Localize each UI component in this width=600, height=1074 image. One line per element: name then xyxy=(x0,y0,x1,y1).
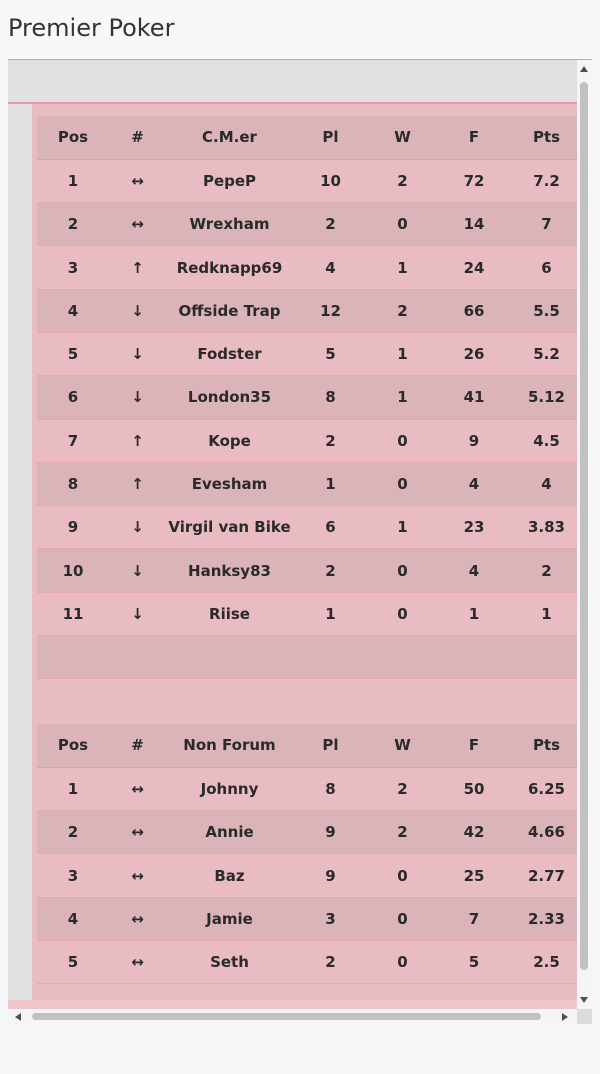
scroll-down-arrow-icon[interactable] xyxy=(580,997,588,1003)
table-row xyxy=(37,376,582,419)
cell-movement: ↔ xyxy=(109,897,166,940)
scroll-left-arrow-icon[interactable] xyxy=(15,1013,21,1021)
cell-played: 4 xyxy=(293,246,368,289)
embedded-frame xyxy=(8,59,592,1024)
table-row xyxy=(37,592,582,635)
cell-played: 1 xyxy=(293,592,368,635)
cell-player: Seth xyxy=(166,940,293,983)
column-header-player: C.M.er xyxy=(166,116,293,159)
cell-won: 0 xyxy=(368,203,437,246)
column-header-pos: Pos xyxy=(37,724,109,767)
table-row xyxy=(37,549,582,592)
column-header-final-tables: F xyxy=(437,724,511,767)
cell-won: 1 xyxy=(368,332,437,375)
cell-points: 5.5 xyxy=(511,289,582,332)
cell-final-tables: 1 xyxy=(437,592,511,635)
cell-points: 4 xyxy=(511,462,582,505)
cell-played: 12 xyxy=(293,289,368,332)
forum-leaderboard-table xyxy=(37,116,582,679)
cell-final-tables: 24 xyxy=(437,246,511,289)
table-row xyxy=(37,332,582,375)
table-row xyxy=(37,246,582,289)
cell-final-tables: 50 xyxy=(437,767,511,810)
cell-pos: 5 xyxy=(37,332,109,375)
table-row xyxy=(37,419,582,462)
cell-won: 1 xyxy=(368,246,437,289)
cell-final-tables: 5 xyxy=(437,940,511,983)
horizontal-scrollbar[interactable] xyxy=(8,1009,577,1024)
page-title: Premier Poker xyxy=(8,14,175,42)
cell-points: 4.5 xyxy=(511,419,582,462)
cell-player: Evesham xyxy=(166,462,293,505)
cell-player: Annie xyxy=(166,811,293,854)
scrollbar-corner xyxy=(577,1009,592,1024)
table-row xyxy=(37,897,582,940)
cell-movement: ↑ xyxy=(109,419,166,462)
cell-points: 2.5 xyxy=(511,940,582,983)
cell-movement: ↔ xyxy=(109,940,166,983)
cell-movement: ↔ xyxy=(109,159,166,202)
column-header-player: Non Forum xyxy=(166,724,293,767)
cell-pos: 7 xyxy=(37,419,109,462)
cell-points: 2 xyxy=(511,549,582,592)
cell-pos: 6 xyxy=(37,376,109,419)
cell-player: PepeP xyxy=(166,159,293,202)
cell-played: 9 xyxy=(293,811,368,854)
cell-final-tables: 7 xyxy=(437,897,511,940)
cell-won: 1 xyxy=(368,376,437,419)
table-row xyxy=(37,203,582,246)
cell-pos: 11 xyxy=(37,592,109,635)
cell-movement: ↓ xyxy=(109,289,166,332)
cell-pos: 4 xyxy=(37,897,109,940)
cell-player: Jamie xyxy=(166,897,293,940)
cell-movement: ↔ xyxy=(109,811,166,854)
column-header-movement: # xyxy=(109,116,166,159)
vertical-scroll-thumb[interactable] xyxy=(580,82,588,970)
vertical-scrollbar[interactable] xyxy=(577,60,592,1009)
cell-played: 9 xyxy=(293,854,368,897)
table-row xyxy=(37,462,582,505)
cell-final-tables: 42 xyxy=(437,811,511,854)
cell-player: Virgil van Bike xyxy=(166,506,293,549)
cell-final-tables: 72 xyxy=(437,159,511,202)
cell-played: 1 xyxy=(293,462,368,505)
non-forum-leaderboard-table xyxy=(37,724,582,984)
cell-final-tables: 23 xyxy=(437,506,511,549)
cell-movement: ↔ xyxy=(109,767,166,810)
cell-points: 1 xyxy=(511,592,582,635)
cell-player: Redknapp69 xyxy=(166,246,293,289)
cell-final-tables: 25 xyxy=(437,854,511,897)
cell-played: 5 xyxy=(293,332,368,375)
table-row xyxy=(37,289,582,332)
column-header-points: Pts xyxy=(511,724,582,767)
horizontal-scroll-thumb[interactable] xyxy=(32,1013,541,1020)
cell-points: 2.33 xyxy=(511,897,582,940)
cell-won: 0 xyxy=(368,897,437,940)
cell-final-tables: 9 xyxy=(437,419,511,462)
cell-movement: ↓ xyxy=(109,592,166,635)
cell-points: 4.66 xyxy=(511,811,582,854)
cell-player: Fodster xyxy=(166,332,293,375)
cell-final-tables: 41 xyxy=(437,376,511,419)
cell-player: London35 xyxy=(166,376,293,419)
table-row xyxy=(37,767,582,810)
cell-player: Hanksy83 xyxy=(166,549,293,592)
cell-won: 0 xyxy=(368,940,437,983)
cell-points: 6.25 xyxy=(511,767,582,810)
cell-final-tables: 14 xyxy=(437,203,511,246)
cell-player: Riise xyxy=(166,592,293,635)
cell-player: Johnny xyxy=(166,767,293,810)
cell-won: 1 xyxy=(368,506,437,549)
cell-played: 2 xyxy=(293,549,368,592)
cell-won: 2 xyxy=(368,767,437,810)
table-row xyxy=(37,854,582,897)
cell-won: 0 xyxy=(368,419,437,462)
cell-movement: ↑ xyxy=(109,462,166,505)
cell-movement: ↑ xyxy=(109,246,166,289)
cell-points: 7.2 xyxy=(511,159,582,202)
column-header-played: Pl xyxy=(293,724,368,767)
cell-won: 0 xyxy=(368,592,437,635)
cell-player: Kope xyxy=(166,419,293,462)
cell-movement: ↓ xyxy=(109,549,166,592)
cell-player: Baz xyxy=(166,854,293,897)
cell-played: 10 xyxy=(293,159,368,202)
cell-played: 8 xyxy=(293,767,368,810)
column-header-won: W xyxy=(368,116,437,159)
cell-won: 0 xyxy=(368,854,437,897)
cell-played: 2 xyxy=(293,419,368,462)
cell-pos: 2 xyxy=(37,811,109,854)
cell-won: 2 xyxy=(368,289,437,332)
frame-toolbar xyxy=(8,60,577,104)
cell-movement: ↓ xyxy=(109,332,166,375)
cell-won: 0 xyxy=(368,462,437,505)
cell-pos: 8 xyxy=(37,462,109,505)
cell-points: 3.83 xyxy=(511,506,582,549)
column-header-pos: Pos xyxy=(37,116,109,159)
cell-final-tables: 66 xyxy=(437,289,511,332)
cell-pos: 1 xyxy=(37,159,109,202)
cell-player: Wrexham xyxy=(166,203,293,246)
empty-table-row xyxy=(37,636,582,679)
cell-player: Offside Trap xyxy=(166,289,293,332)
cell-movement: ↓ xyxy=(109,506,166,549)
table-header-row xyxy=(37,724,582,767)
cell-points: 5.12 xyxy=(511,376,582,419)
cell-movement: ↓ xyxy=(109,376,166,419)
cell-pos: 1 xyxy=(37,767,109,810)
cell-movement: ↔ xyxy=(109,854,166,897)
scroll-up-arrow-icon[interactable] xyxy=(580,66,588,72)
cell-played: 2 xyxy=(293,940,368,983)
cell-pos: 9 xyxy=(37,506,109,549)
cell-pos: 3 xyxy=(37,854,109,897)
column-header-movement: # xyxy=(109,724,166,767)
cell-points: 2.77 xyxy=(511,854,582,897)
cell-pos: 10 xyxy=(37,549,109,592)
cell-final-tables: 4 xyxy=(437,462,511,505)
cell-final-tables: 4 xyxy=(437,549,511,592)
cell-played: 6 xyxy=(293,506,368,549)
column-header-played: Pl xyxy=(293,116,368,159)
column-header-points: Pts xyxy=(511,116,582,159)
cell-played: 8 xyxy=(293,376,368,419)
table-row xyxy=(37,159,582,202)
leaderboard-content xyxy=(32,104,577,1000)
table-header-row xyxy=(37,116,582,159)
table-row xyxy=(37,940,582,983)
cell-pos: 3 xyxy=(37,246,109,289)
table-row xyxy=(37,811,582,854)
cell-won: 2 xyxy=(368,159,437,202)
cell-played: 2 xyxy=(293,203,368,246)
cell-points: 5.2 xyxy=(511,332,582,375)
cell-pos: 4 xyxy=(37,289,109,332)
column-header-won: W xyxy=(368,724,437,767)
cell-points: 7 xyxy=(511,203,582,246)
cell-pos: 5 xyxy=(37,940,109,983)
cell-points: 6 xyxy=(511,246,582,289)
frame-left-gutter xyxy=(8,104,32,1000)
cell-pos: 2 xyxy=(37,203,109,246)
cell-won: 2 xyxy=(368,811,437,854)
table-row xyxy=(37,506,582,549)
cell-played: 3 xyxy=(293,897,368,940)
column-header-final-tables: F xyxy=(437,116,511,159)
cell-won: 0 xyxy=(368,549,437,592)
scroll-right-arrow-icon[interactable] xyxy=(562,1013,568,1021)
cell-final-tables: 26 xyxy=(437,332,511,375)
cell-movement: ↔ xyxy=(109,203,166,246)
